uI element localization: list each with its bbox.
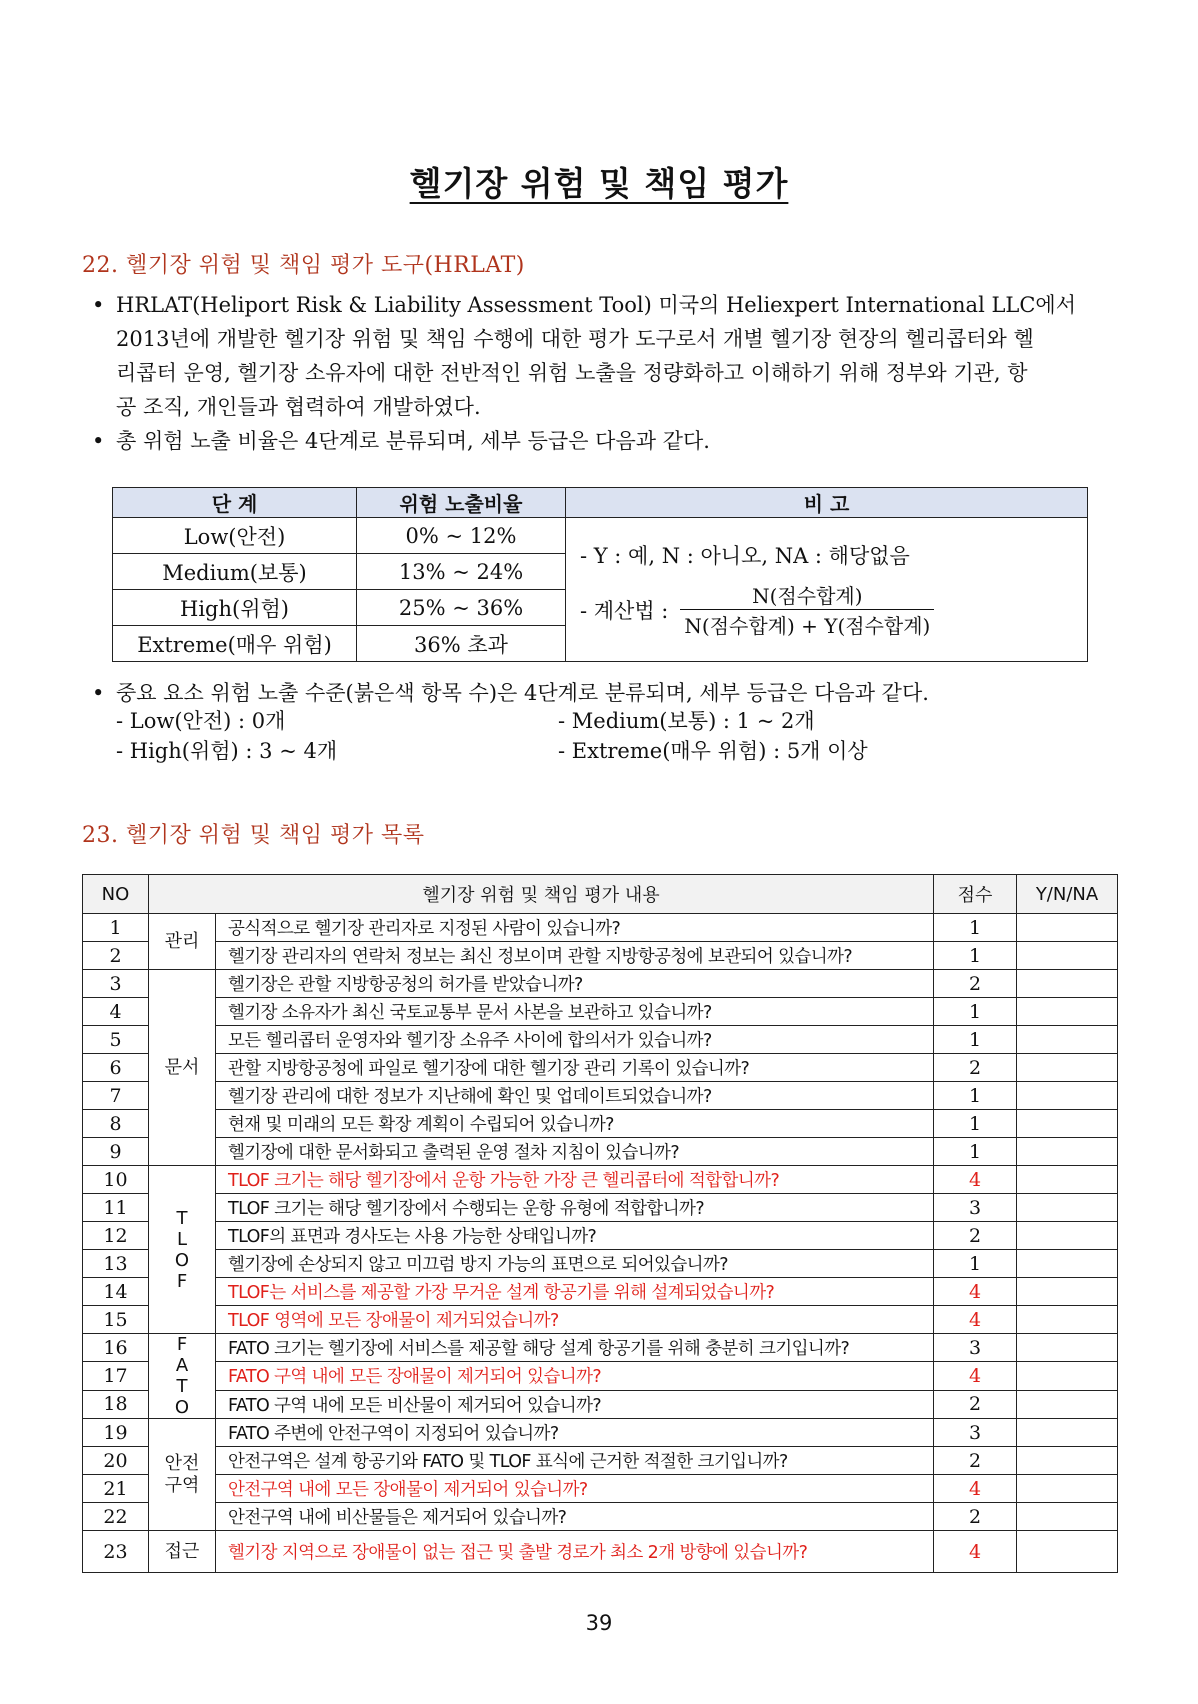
table-row [83,1419,1118,1447]
table-row [83,1362,1118,1390]
section-23-heading: 23. 헬기장 위험 및 책임 평가 목록 [82,823,425,848]
item-number: 19 [83,1419,149,1447]
item-question: FATO 크기는 헬기장에 서비스를 제공할 해당 설계 항공기를 위해 충분히 크기입니까? [216,1334,934,1362]
grade-level: Medium(보통) [113,554,357,590]
item-score: 4 [934,1278,1017,1306]
grade-level: High(위험) [113,590,357,626]
item-score: 1 [934,942,1017,970]
table-row [83,1503,1118,1531]
item-question: 현재 및 미래의 모든 확장 계획이 수립되어 있습니까? [216,1110,934,1138]
item-score: 3 [934,1419,1017,1447]
item-answer [1017,942,1118,970]
table-row [83,1278,1118,1306]
hrlat-description: • HRLAT(Heliport Risk & Liability Assessment Tool) 미국의 Heliexpert International LLC에서 2013년에 개발한 헬기장 위험 및 책임 수행에 대한 평가 도구로서 개별 헬기장 현장의 헬리콥터와 헬 리콥터 운영, 헬기장 소유자에 대한 전반적인 위험 노출을 정량화하고 이해하기 위해 정부와 기관, 항 공 조직, 개인들과 협력하여 개발하였다. • 총 위험 노출 비율은 4단계로 분류되며, 세부 등급은 다음과 같다. [92,288,1127,458]
item-score: 2 [934,1222,1017,1250]
item-answer [1017,1447,1118,1475]
item-score: 2 [934,1054,1017,1082]
item-question: TLOF 크기는 해당 헬기장에서 수행되는 운항 유형에 적합합니까? [216,1194,934,1222]
table-row [83,1475,1118,1503]
bullet-icon: • [92,293,105,317]
item-score: 1 [934,1110,1017,1138]
item-answer [1017,998,1118,1026]
item-question: TLOF 영역에 모든 장애물이 제거되었습니까? [216,1306,934,1334]
grade-ratio: 25% ~ 36% [357,590,566,626]
grade-note: - Y : 예, N : 아니오, NA : 해당없음 - 계산법 : $\frac{\text{N(점수합계)}}{\text{N(점수합계) + Y(점수합계)}}$ [566,518,1088,662]
item-answer [1017,1390,1118,1418]
col-no: NO [83,875,149,914]
item-number: 6 [83,1054,149,1082]
item-answer [1017,1503,1118,1531]
bullet-icon: • [92,429,105,453]
table-row [83,1082,1118,1110]
item-number: 23 [83,1531,149,1573]
item-number: 4 [83,998,149,1026]
table-row [83,1250,1118,1278]
item-score: 1 [934,1082,1017,1110]
item-number: 10 [83,1166,149,1194]
assessment-list-table [82,874,1118,1573]
category-label: T L O F [149,1166,216,1334]
item-answer [1017,1250,1118,1278]
col-ynna: Y/N/NA [1017,875,1118,914]
item-question: TLOF는 서비스를 제공할 가장 무거운 설계 항공기를 위해 설계되었습니까? [216,1278,934,1306]
item-number: 20 [83,1447,149,1475]
table-row [83,1306,1118,1334]
item-score: 4 [934,1306,1017,1334]
item-question: TLOF 크기는 해당 헬기장에서 운항 가능한 가장 큰 헬리콥터에 적합합니까? [216,1166,934,1194]
category-label: 문서 [149,970,216,1166]
item-score: 4 [934,1531,1017,1573]
sub-high: - High(위험) : 3 ~ 4개 [116,739,338,763]
item-answer [1017,1278,1118,1306]
grade-header-level: 단 계 [113,488,357,518]
risk-grade-table [112,487,1088,662]
table-row [83,1531,1118,1573]
item-score: 4 [934,1166,1017,1194]
critical-factor-description: • 중요 요소 위험 노출 수준(붉은색 항목 수)은 4단계로 분류되며, 세부 등급은 다음과 같다. [92,676,1127,710]
item-question: 모든 헬리콥터 운영자와 헬기장 소유주 사이에 합의서가 있습니까? [216,1026,934,1054]
table-row [83,1054,1118,1082]
item-question: 안전구역 내에 모든 장애물이 제거되어 있습니까? [216,1475,934,1503]
col-content: 헬기장 위험 및 책임 평가 내용 [149,875,934,914]
table-row [83,1166,1118,1194]
item-answer [1017,1194,1118,1222]
item-question: 안전구역은 설계 항공기와 FATO 및 TLOF 표식에 근거한 적절한 크기입니까? [216,1447,934,1475]
item-answer [1017,1419,1118,1447]
item-answer [1017,1362,1118,1390]
item-answer [1017,1026,1118,1054]
item-score: 3 [934,1194,1017,1222]
item-score: 2 [934,970,1017,998]
item-question: 헬기장에 대한 문서화되고 출력된 운영 절차 지침이 있습니까? [216,1138,934,1166]
grade-level: Low(안전) [113,518,357,554]
grade-ratio: 0% ~ 12% [357,518,566,554]
category-label: 안전 구역 [149,1419,216,1531]
item-number: 9 [83,1138,149,1166]
item-score: 1 [934,914,1017,942]
item-answer [1017,1138,1118,1166]
item-number: 11 [83,1194,149,1222]
item-number: 21 [83,1475,149,1503]
item-question: 안전구역 내에 비산물들은 제거되어 있습니까? [216,1503,934,1531]
bullet-icon: • [92,681,105,705]
table-row [83,1138,1118,1166]
item-number: 8 [83,1110,149,1138]
table-row [83,1194,1118,1222]
table-row [83,1026,1118,1054]
item-question: 헬기장 소유자가 최신 국토교통부 문서 사본을 보관하고 있습니까? [216,998,934,1026]
item-number: 17 [83,1362,149,1390]
col-score: 점수 [934,875,1017,914]
item-question: 헬기장에 손상되지 않고 미끄럼 방지 가능의 표면으로 되어있습니까? [216,1250,934,1278]
sub-low: - Low(안전) : 0개 [116,709,286,733]
section-22-heading: 22. 헬기장 위험 및 책임 평가 도구(HRLAT) [82,253,525,278]
table-row [83,1334,1118,1362]
item-number: 3 [83,970,149,998]
item-answer [1017,970,1118,998]
item-number: 22 [83,1503,149,1531]
item-answer [1017,914,1118,942]
grade-header-note: 비 고 [566,488,1088,518]
item-score: 1 [934,1250,1017,1278]
item-score: 1 [934,1138,1017,1166]
item-question: FATO 주변에 안전구역이 지정되어 있습니까? [216,1419,934,1447]
item-number: 5 [83,1026,149,1054]
table-row [83,1110,1118,1138]
risk-formula: $\frac{\text{N(점수합계)}}{\text{N(점수합계) + Y(점수합계)}}$ [680,580,934,639]
item-answer [1017,1054,1118,1082]
table-row [83,1390,1118,1418]
item-number: 2 [83,942,149,970]
category-label: 관리 [149,914,216,970]
sub-medium: - Medium(보통) : 1 ~ 2개 [558,709,815,733]
item-answer [1017,1531,1118,1573]
item-answer [1017,1306,1118,1334]
item-score: 1 [934,998,1017,1026]
grade-level: Extreme(매우 위험) [113,626,357,662]
item-number: 12 [83,1222,149,1250]
item-question: 헬기장 관리자의 연락처 정보는 최신 정보이며 관할 지방항공청에 보관되어 있습니까? [216,942,934,970]
category-label: 접근 [149,1531,216,1573]
item-question: 헬기장 관리에 대한 정보가 지난해에 확인 및 업데이트되었습니까? [216,1082,934,1110]
page-number: 39 [585,1611,613,1635]
item-answer [1017,1166,1118,1194]
item-number: 16 [83,1334,149,1362]
table-row [83,942,1118,970]
item-answer [1017,1334,1118,1362]
item-question: 관할 지방항공청에 파일로 헬기장에 대한 헬기장 관리 기록이 있습니까? [216,1054,934,1082]
grade-header-ratio: 위험 노출비율 [357,488,566,518]
item-question: 공식적으로 헬기장 관리자로 지정된 사람이 있습니까? [216,914,934,942]
page-title: 헬기장 위험 및 책임 평가 [409,164,789,203]
table-row [83,998,1118,1026]
item-number: 1 [83,914,149,942]
item-number: 7 [83,1082,149,1110]
item-score: 4 [934,1362,1017,1390]
category-label: F A T O [149,1334,216,1419]
item-answer [1017,1082,1118,1110]
item-answer [1017,1110,1118,1138]
table-row [83,1447,1118,1475]
item-question: FATO 구역 내에 모든 비산물이 제거되어 있습니까? [216,1390,934,1418]
item-number: 18 [83,1390,149,1418]
item-score: 3 [934,1334,1017,1362]
item-answer [1017,1222,1118,1250]
item-answer [1017,1475,1118,1503]
item-number: 13 [83,1250,149,1278]
item-number: 15 [83,1306,149,1334]
item-score: 2 [934,1503,1017,1531]
item-question: TLOF의 표면과 경사도는 사용 가능한 상태입니까? [216,1222,934,1250]
item-question: 헬기장 지역으로 장애물이 없는 접근 및 출발 경로가 최소 2개 방향에 있습니까? [216,1531,934,1573]
sub-extreme: - Extreme(매우 위험) : 5개 이상 [558,739,868,763]
grade-ratio: 36% 초과 [357,626,566,662]
item-question: FATO 구역 내에 모든 장애물이 제거되어 있습니까? [216,1362,934,1390]
item-score: 2 [934,1447,1017,1475]
table-row [83,970,1118,998]
table-row [83,1222,1118,1250]
item-question: 헬기장은 관할 지방항공청의 허가를 받았습니까? [216,970,934,998]
item-number: 14 [83,1278,149,1306]
table-row [83,914,1118,942]
item-score: 4 [934,1475,1017,1503]
item-score: 2 [934,1390,1017,1418]
item-score: 1 [934,1026,1017,1054]
grade-ratio: 13% ~ 24% [357,554,566,590]
